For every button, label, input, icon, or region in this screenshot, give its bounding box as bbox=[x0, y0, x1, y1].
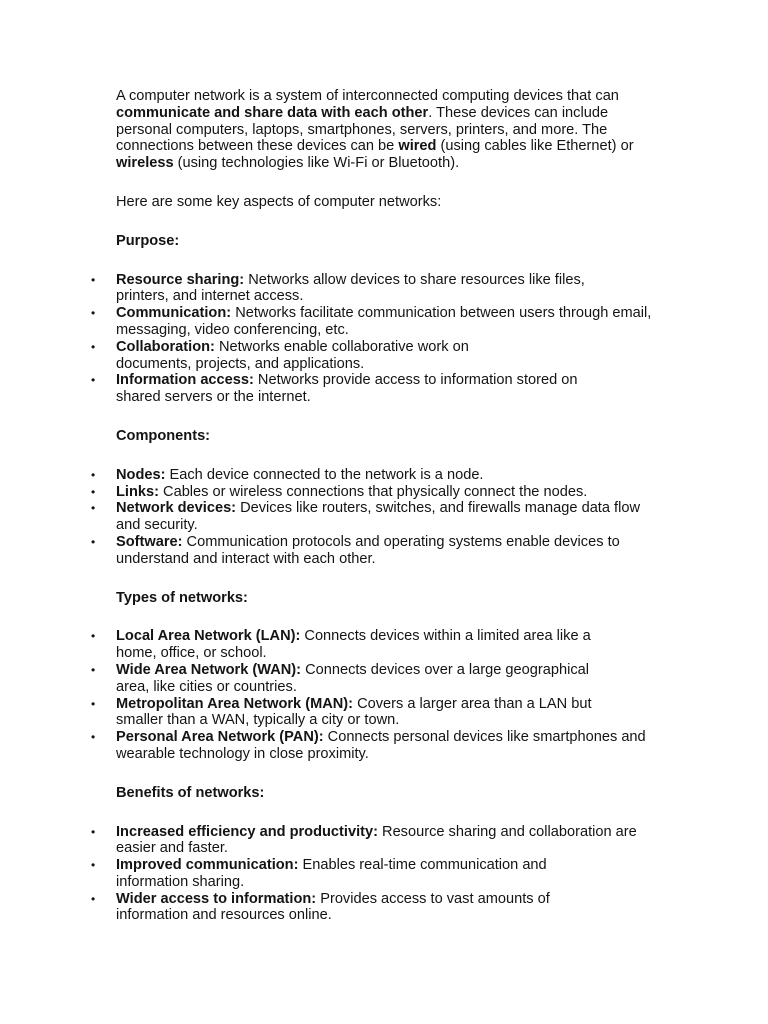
list-item bbox=[91, 729, 661, 763]
intro-bold-wired: wired bbox=[398, 138, 437, 155]
list-item-text: Networks enable collaborative work on documents, projects, and applications. bbox=[116, 338, 469, 372]
bullet-icon: • bbox=[91, 662, 96, 677]
list-item bbox=[91, 500, 661, 534]
list-item-text: Resource sharing and collaboration are easier and faster. bbox=[116, 823, 637, 857]
list-item-text: Networks facilitate communication between users through email, messaging, video conferencing, etc. bbox=[116, 305, 652, 338]
list-item bbox=[91, 533, 661, 568]
intro-bold-1: communicate and share data with each other bbox=[116, 104, 429, 121]
list-item bbox=[91, 890, 586, 925]
list-item bbox=[91, 857, 586, 891]
bullet-icon: • bbox=[91, 373, 96, 388]
list-item-text: Communication protocols and operating systems enable devices to understand and interact with each other. bbox=[116, 533, 620, 567]
bullet-icon: • bbox=[91, 306, 96, 321]
bullet-icon: • bbox=[91, 858, 96, 873]
purpose-list bbox=[91, 271, 661, 406]
list-item-text: Enables real-time communication and information sharing. bbox=[116, 857, 547, 890]
intro-text-2: . These devices can include personal computers, laptops, smartphones, servers, printers, and more. The connections between these devices can be bbox=[116, 104, 609, 155]
intro-bold-wireless: wireless bbox=[116, 155, 174, 172]
list-item-text: Networks allow devices to share resources like files, printers, and internet access. bbox=[116, 271, 585, 305]
list-item bbox=[91, 628, 626, 662]
intro-paragraph bbox=[116, 88, 661, 172]
list-item-text: Provides access to vast amounts of information and resources online. bbox=[116, 890, 550, 924]
list-item-text: Devices like routers, switches, and firewalls manage data flow and security. bbox=[116, 500, 640, 534]
components-list bbox=[91, 466, 661, 568]
list-item-term: Personal Area Network (PAN): bbox=[116, 729, 324, 746]
list-item-term: Collaboration: bbox=[116, 338, 215, 355]
section-heading-components: Components: bbox=[116, 427, 211, 444]
bullet-icon: • bbox=[91, 730, 96, 745]
list-item bbox=[91, 338, 506, 373]
list-item bbox=[91, 823, 661, 858]
list-item-term: Information access: bbox=[116, 372, 254, 389]
intro-text-3: (using cables like Ethernet) or bbox=[436, 138, 634, 155]
list-item-term: Local Area Network (LAN): bbox=[116, 628, 301, 645]
list-item-text: Networks provide access to information stored on shared servers or the internet. bbox=[116, 372, 578, 406]
list-item-text: Connects devices over a large geographical area, like cities or countries. bbox=[116, 661, 590, 695]
intro-text-1: A computer network is a system of interconnected computing devices that can bbox=[116, 88, 619, 104]
list-item-term: Wider access to information: bbox=[116, 890, 317, 907]
bullet-icon: • bbox=[91, 484, 96, 499]
intro-text-4: (using technologies like Wi-Fi or Bluetooth). bbox=[173, 155, 460, 172]
list-item bbox=[91, 661, 626, 696]
list-item bbox=[91, 271, 591, 306]
lead-paragraph: Here are some key aspects of computer networks: bbox=[116, 193, 442, 210]
list-item bbox=[91, 372, 611, 406]
benefits-list bbox=[91, 823, 661, 925]
bullet-icon: • bbox=[91, 629, 96, 644]
list-item-text: Connects devices within a limited area like a home, office, or school. bbox=[116, 628, 591, 662]
list-item-text: Each device connected to the network is a node. bbox=[165, 466, 484, 483]
list-item-term: Software: bbox=[116, 533, 183, 550]
list-item-term: Communication: bbox=[116, 305, 232, 322]
list-item-term: Metropolitan Area Network (MAN): bbox=[116, 695, 354, 712]
list-item-text: Connects personal devices like smartphones and wearable technology in close proximity. bbox=[116, 729, 646, 762]
list-item bbox=[91, 305, 661, 339]
section-heading-types: Types of networks: bbox=[116, 589, 248, 606]
bullet-icon: • bbox=[91, 467, 96, 482]
list-item-term: Improved communication: bbox=[116, 857, 299, 874]
list-item-term: Nodes: bbox=[116, 466, 166, 483]
bullet-icon: • bbox=[91, 696, 96, 711]
bullet-icon: • bbox=[91, 891, 96, 906]
section-heading-benefits: Benefits of networks: bbox=[116, 784, 265, 801]
list-item-term: Wide Area Network (WAN): bbox=[116, 661, 302, 678]
list-item bbox=[91, 695, 628, 730]
bullet-icon: • bbox=[91, 272, 96, 287]
section-heading-purpose: Purpose: bbox=[116, 232, 180, 249]
list-item-term: Links: bbox=[116, 483, 159, 500]
list-item-text: Cables or wireless connections that physically connect the nodes. bbox=[158, 483, 588, 500]
list-item bbox=[91, 466, 661, 484]
bullet-icon: • bbox=[91, 501, 96, 516]
list-item bbox=[91, 483, 661, 501]
document-body bbox=[91, 88, 661, 946]
list-item-term: Network devices: bbox=[116, 500, 237, 517]
list-item-term: Increased efficiency and productivity: bbox=[116, 823, 378, 840]
bullet-icon: • bbox=[91, 534, 96, 549]
list-item-text: Covers a larger area than a LAN but smaller than a WAN, typically a city or town. bbox=[116, 695, 592, 729]
bullet-icon: • bbox=[91, 339, 96, 354]
list-item-term: Resource sharing: bbox=[116, 271, 245, 288]
bullet-icon: • bbox=[91, 824, 96, 839]
types-list bbox=[91, 628, 661, 762]
